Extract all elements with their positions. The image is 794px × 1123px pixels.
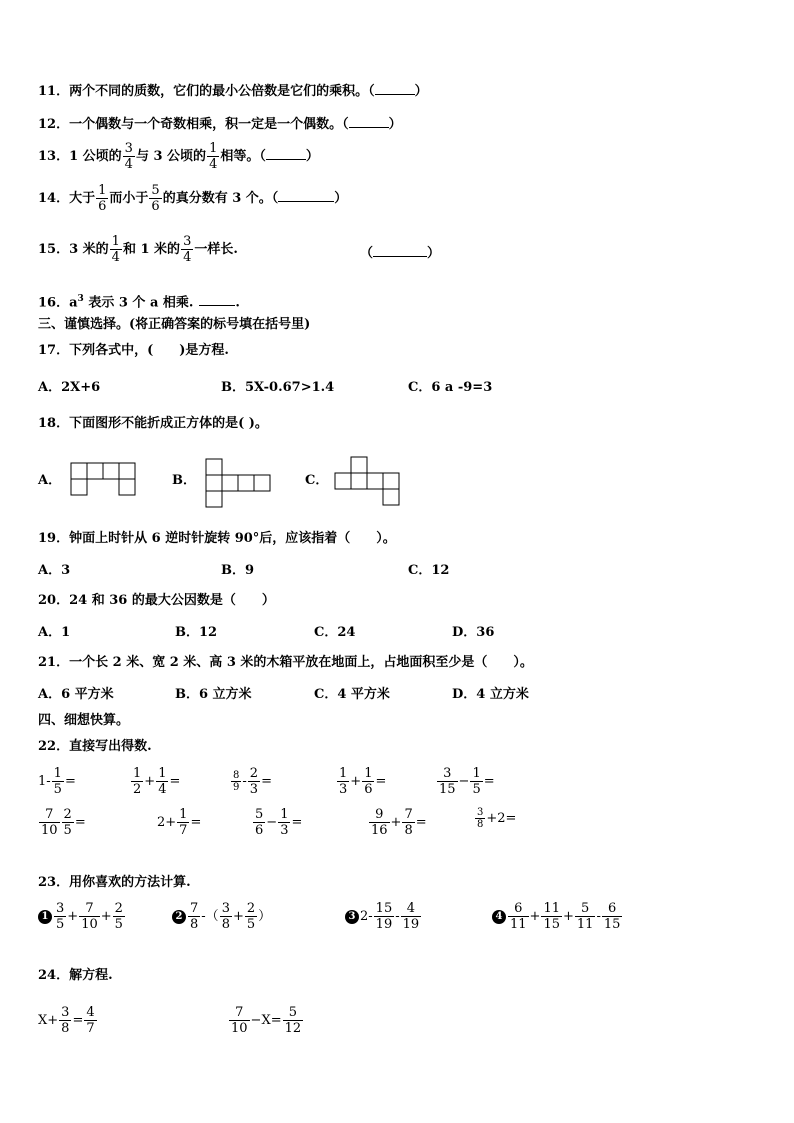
operator: - <box>596 909 601 924</box>
equals: = <box>261 774 272 789</box>
numerator: 3 <box>61 1005 70 1020</box>
fraction <box>508 901 529 932</box>
denominator: 15 <box>439 782 456 797</box>
answer-blank[interactable] <box>266 147 306 160</box>
expression <box>336 766 386 797</box>
text-segment: a <box>69 295 78 311</box>
text-segment: 与 3 公顷的 <box>135 149 207 164</box>
text-segment: 相等。（ <box>220 149 266 164</box>
operator: − <box>458 774 470 789</box>
operator: − <box>266 815 278 830</box>
text-segment: 3 米的 <box>69 242 109 257</box>
denominator: 5 <box>472 782 481 797</box>
fraction <box>283 1005 304 1036</box>
fraction <box>84 1005 96 1036</box>
equals: = <box>74 815 86 830</box>
fraction <box>278 807 290 838</box>
fraction <box>575 901 596 932</box>
fraction <box>96 183 108 214</box>
denominator: 8 <box>477 819 484 830</box>
operator: + <box>563 909 574 924</box>
fraction <box>207 141 219 172</box>
denominator: 5 <box>246 917 256 932</box>
fraction <box>39 807 60 838</box>
question-number: 22． <box>38 739 70 754</box>
fraction <box>475 807 485 830</box>
calc-expression-4 <box>492 901 623 932</box>
question-text: 钟面上时针从 6 逆时针旋转 90°后，应该指着（ ）。 <box>69 531 396 546</box>
fraction <box>437 766 458 797</box>
fraction <box>369 807 390 838</box>
numerator: 1 <box>53 766 62 781</box>
equals: = <box>169 774 181 789</box>
denominator: 3 <box>339 782 348 797</box>
numerator: 7 <box>404 807 413 822</box>
circled-number-icon: 4 <box>492 910 506 924</box>
question-number: 11． <box>38 84 70 99</box>
denominator: 19 <box>375 917 393 932</box>
text-segment: 大于 <box>69 191 96 206</box>
operator: + <box>144 774 156 789</box>
operator: 2- <box>360 909 373 924</box>
operator: + <box>350 774 362 789</box>
numerator: 11 <box>543 901 560 916</box>
text-segment: 的真分数有 3 个。（ <box>162 191 279 206</box>
text-segment: 和 1 米的 <box>122 242 181 257</box>
denominator: 8 <box>404 823 413 838</box>
denominator: 15 <box>603 917 621 932</box>
question-text: 24 和 36 的最大公因数是（ ） <box>69 593 275 608</box>
fraction <box>188 901 200 932</box>
question-13 <box>38 141 319 172</box>
equation-2 <box>228 1005 304 1036</box>
denominator: 6 <box>151 199 160 214</box>
operator: - <box>242 774 247 789</box>
numerator: 7 <box>235 1005 244 1020</box>
section-4-heading: 四、细想快算。 <box>38 713 130 728</box>
calc-expression-3 <box>345 901 422 932</box>
denominator: 6 <box>255 823 264 838</box>
denominator: 8 <box>61 1021 70 1036</box>
fraction <box>177 807 189 838</box>
question-text: 一个偶数与一个奇数相乘，积一定是一个偶数。（ <box>69 117 349 132</box>
option-a[interactable]: A．6 平方米 <box>38 687 114 702</box>
fraction <box>602 901 623 932</box>
question-16 <box>38 290 240 312</box>
denominator: 4 <box>111 250 120 265</box>
denominator: 5 <box>56 917 65 932</box>
option-b[interactable]: B．6 立方米 <box>175 687 252 702</box>
numerator: 3 <box>56 901 65 916</box>
numerator: 1 <box>280 807 289 822</box>
option-c-label[interactable]: C． <box>305 473 329 488</box>
fraction <box>402 807 414 838</box>
question-24 <box>38 967 113 985</box>
question-17 <box>38 342 229 360</box>
expression <box>230 766 272 797</box>
equals: = <box>64 774 76 789</box>
denominator: 16 <box>371 823 388 838</box>
question-number: 16． <box>38 295 70 311</box>
numerator: 15 <box>375 901 393 916</box>
option-c[interactable]: C．24 <box>314 625 356 640</box>
question-18 <box>38 415 268 433</box>
section-3-heading: 三、谨慎选择。(将正确答案的标号填在括号里) <box>38 317 311 332</box>
equals: = <box>483 774 495 789</box>
denominator: 12 <box>284 1021 302 1036</box>
fraction <box>374 901 395 932</box>
expression <box>474 807 516 830</box>
numerator: 1 <box>133 766 142 781</box>
option-c[interactable]: C．4 平方米 <box>314 687 390 702</box>
question-text: 解方程. <box>69 968 113 983</box>
denominator: 8 <box>190 917 199 932</box>
operator: + <box>232 909 244 924</box>
question-11 <box>38 82 428 101</box>
equals: = <box>72 1013 84 1028</box>
numerator: 1 <box>472 766 481 781</box>
option-b[interactable]: B．12 <box>175 625 218 640</box>
denominator: 2 <box>133 782 142 797</box>
option-c[interactable]: C．12 <box>408 563 450 578</box>
denominator: 4 <box>158 782 167 797</box>
numerator: 5 <box>581 901 590 916</box>
circled-number-icon: 3 <box>345 910 359 924</box>
numerator: 2 <box>114 901 123 916</box>
option-d[interactable]: D．4 立方米 <box>452 687 529 702</box>
bracket-close: ） <box>414 84 428 99</box>
denominator: 6 <box>98 199 107 214</box>
denominator: 3 <box>280 823 289 838</box>
cube-net-c <box>334 456 406 508</box>
numerator: 3 <box>221 901 230 916</box>
question-text: 直接写出得数. <box>69 739 152 754</box>
fraction <box>156 766 168 797</box>
bracket-close: ） <box>334 191 348 206</box>
fraction <box>220 901 232 932</box>
denominator: 4 <box>124 157 133 172</box>
question-text: 一个长 2 米、宽 2 米、高 3 米的木箱平放在地面上，占地面积至少是（ ）。 <box>69 655 533 670</box>
numerator: 3 <box>477 807 484 818</box>
fraction <box>79 901 100 932</box>
exponent: 3 <box>77 294 84 304</box>
bracket-open: （ <box>360 246 374 261</box>
question-number: 12． <box>38 117 70 132</box>
expression <box>436 766 495 797</box>
question-number: 19． <box>38 531 70 546</box>
operator: -（ <box>201 909 219 924</box>
option-b[interactable]: B．5X-0.67>1.4 <box>221 380 335 395</box>
expression <box>38 807 86 838</box>
question-text: 下列各式中，( )是方程. <box>69 343 229 358</box>
bracket-close: ） <box>427 246 441 261</box>
circled-number-icon: 1 <box>38 910 52 924</box>
variable: X+ <box>38 1013 59 1028</box>
denominator: 15 <box>543 917 560 932</box>
numerator: 5 <box>288 1005 297 1020</box>
fraction <box>541 901 562 932</box>
question-text: 用你喜欢的方法计算. <box>69 875 191 890</box>
question-number: 14． <box>38 191 70 206</box>
question-number: 13． <box>38 149 70 164</box>
fraction <box>131 766 143 797</box>
text-segment: 1 公顷的 <box>69 149 122 164</box>
fraction <box>470 766 482 797</box>
option-a[interactable]: A．3 <box>38 563 71 578</box>
operator: - <box>395 909 400 924</box>
numerator: 2 <box>246 901 256 916</box>
denominator: 10 <box>231 1021 248 1036</box>
question-text: 下面图形不能折成正方体的是( )。 <box>69 416 268 431</box>
question-number: 24． <box>38 968 70 983</box>
denominator: 5 <box>114 917 123 932</box>
fraction <box>123 141 135 172</box>
expression <box>130 766 180 797</box>
fraction <box>59 1005 71 1036</box>
numerator: 6 <box>514 901 523 916</box>
denominator: 19 <box>402 917 420 932</box>
fraction <box>62 807 74 838</box>
answer-blank[interactable] <box>373 244 427 257</box>
option-a[interactable]: A．2X+6 <box>38 380 101 395</box>
question-number: 15． <box>38 242 70 257</box>
operator: +2= <box>486 811 517 826</box>
operator: 1- <box>38 774 51 789</box>
variable: −X= <box>250 1013 282 1028</box>
numerator: 7 <box>85 901 94 916</box>
fraction <box>337 766 349 797</box>
answer-blank[interactable] <box>375 82 415 95</box>
fraction <box>229 1005 250 1036</box>
denominator: 5 <box>63 823 72 838</box>
question-20 <box>38 592 275 610</box>
question-14 <box>38 183 347 214</box>
question-number: 17． <box>38 343 70 358</box>
fraction <box>149 183 161 214</box>
numerator: 2 <box>249 766 259 781</box>
fraction <box>245 901 257 932</box>
numerator: 1 <box>158 766 167 781</box>
option-b-label[interactable]: B． <box>172 473 196 488</box>
fraction <box>253 807 265 838</box>
question-12 <box>38 115 402 134</box>
text-segment: 而小于 <box>109 191 149 206</box>
answer-blank[interactable] <box>278 189 334 202</box>
denominator: 10 <box>41 823 58 838</box>
equals: = <box>291 815 303 830</box>
option-b[interactable]: B．9 <box>221 563 255 578</box>
bracket-close: ） <box>388 117 402 132</box>
fraction <box>113 901 125 932</box>
operator: + <box>390 815 402 830</box>
numerator: 1 <box>209 141 218 156</box>
numerator: 5 <box>255 807 264 822</box>
fraction <box>181 234 193 265</box>
denominator: 11 <box>510 917 527 932</box>
denominator: 7 <box>179 823 188 838</box>
fraction <box>362 766 374 797</box>
expression <box>252 807 302 838</box>
numerator: 3 <box>443 766 452 781</box>
expression <box>368 807 427 838</box>
equals: = <box>415 815 427 830</box>
numerator: 7 <box>45 807 54 822</box>
operator: + <box>100 909 112 924</box>
denominator: 11 <box>576 917 594 932</box>
denominator: 9 <box>233 782 240 793</box>
cube-net-b <box>205 458 275 510</box>
numerator: 7 <box>190 901 199 916</box>
numerator: 8 <box>233 770 240 781</box>
numerator: 4 <box>86 1005 95 1020</box>
option-c[interactable]: C．6 a -9=3 <box>408 380 493 395</box>
question-19 <box>38 530 396 548</box>
denominator: 7 <box>86 1021 95 1036</box>
question-text: 两个不同的质数，它们的最小公倍数是它们的乘积。（ <box>69 84 375 99</box>
question-15-answer <box>360 244 440 263</box>
numerator: 3 <box>183 234 192 249</box>
option-a[interactable]: A．1 <box>38 625 71 640</box>
denominator: 6 <box>364 782 373 797</box>
denominator: 4 <box>183 250 192 265</box>
equals: = <box>375 774 387 789</box>
numerator: 3 <box>124 141 133 156</box>
operator: + <box>67 909 79 924</box>
denominator: 3 <box>249 782 259 797</box>
fraction <box>52 766 64 797</box>
fraction <box>248 766 260 797</box>
calc-expression-1 <box>38 901 126 932</box>
equation-1 <box>38 1005 98 1036</box>
bracket-close: ） <box>258 909 272 924</box>
numerator: 1 <box>98 183 107 198</box>
numerator: 2 <box>63 807 72 822</box>
answer-blank[interactable] <box>199 293 235 306</box>
question-number: 20． <box>38 593 70 608</box>
numerator: 1 <box>364 766 373 781</box>
fraction <box>54 901 66 932</box>
numerator: 9 <box>375 807 384 822</box>
operator: 2+ <box>157 815 177 830</box>
question-number: 21． <box>38 655 70 670</box>
option-d[interactable]: D．36 <box>452 625 495 640</box>
text-segment: 一样长. <box>194 242 238 257</box>
circled-number-icon: 2 <box>172 910 186 924</box>
denominator: 8 <box>221 917 230 932</box>
text-segment: 表示 3 个 a 相乘. <box>83 295 194 311</box>
expression <box>157 807 201 838</box>
equals: = <box>190 815 202 830</box>
fraction <box>401 901 422 932</box>
numerator: 1 <box>179 807 188 822</box>
question-21 <box>38 654 533 672</box>
answer-blank[interactable] <box>349 115 389 128</box>
fraction <box>231 770 241 793</box>
numerator: 1 <box>111 234 120 249</box>
numerator: 1 <box>339 766 348 781</box>
expression <box>38 766 76 797</box>
question-22 <box>38 738 152 756</box>
numerator: 6 <box>607 901 617 916</box>
denominator: 10 <box>81 917 98 932</box>
denominator: 4 <box>209 157 218 172</box>
denominator: 5 <box>53 782 62 797</box>
question-number: 18． <box>38 416 70 431</box>
numerator: 5 <box>151 183 160 198</box>
question-15 <box>38 234 238 265</box>
bracket-close: ） <box>305 149 319 164</box>
question-23 <box>38 874 191 892</box>
question-number: 23． <box>38 875 70 890</box>
cube-net-a <box>70 462 140 498</box>
option-a-label[interactable]: A． <box>38 473 62 488</box>
fraction <box>110 234 122 265</box>
numerator: 4 <box>406 901 416 916</box>
calc-expression-2 <box>172 901 271 932</box>
period: . <box>235 295 240 311</box>
operator: + <box>529 909 541 924</box>
